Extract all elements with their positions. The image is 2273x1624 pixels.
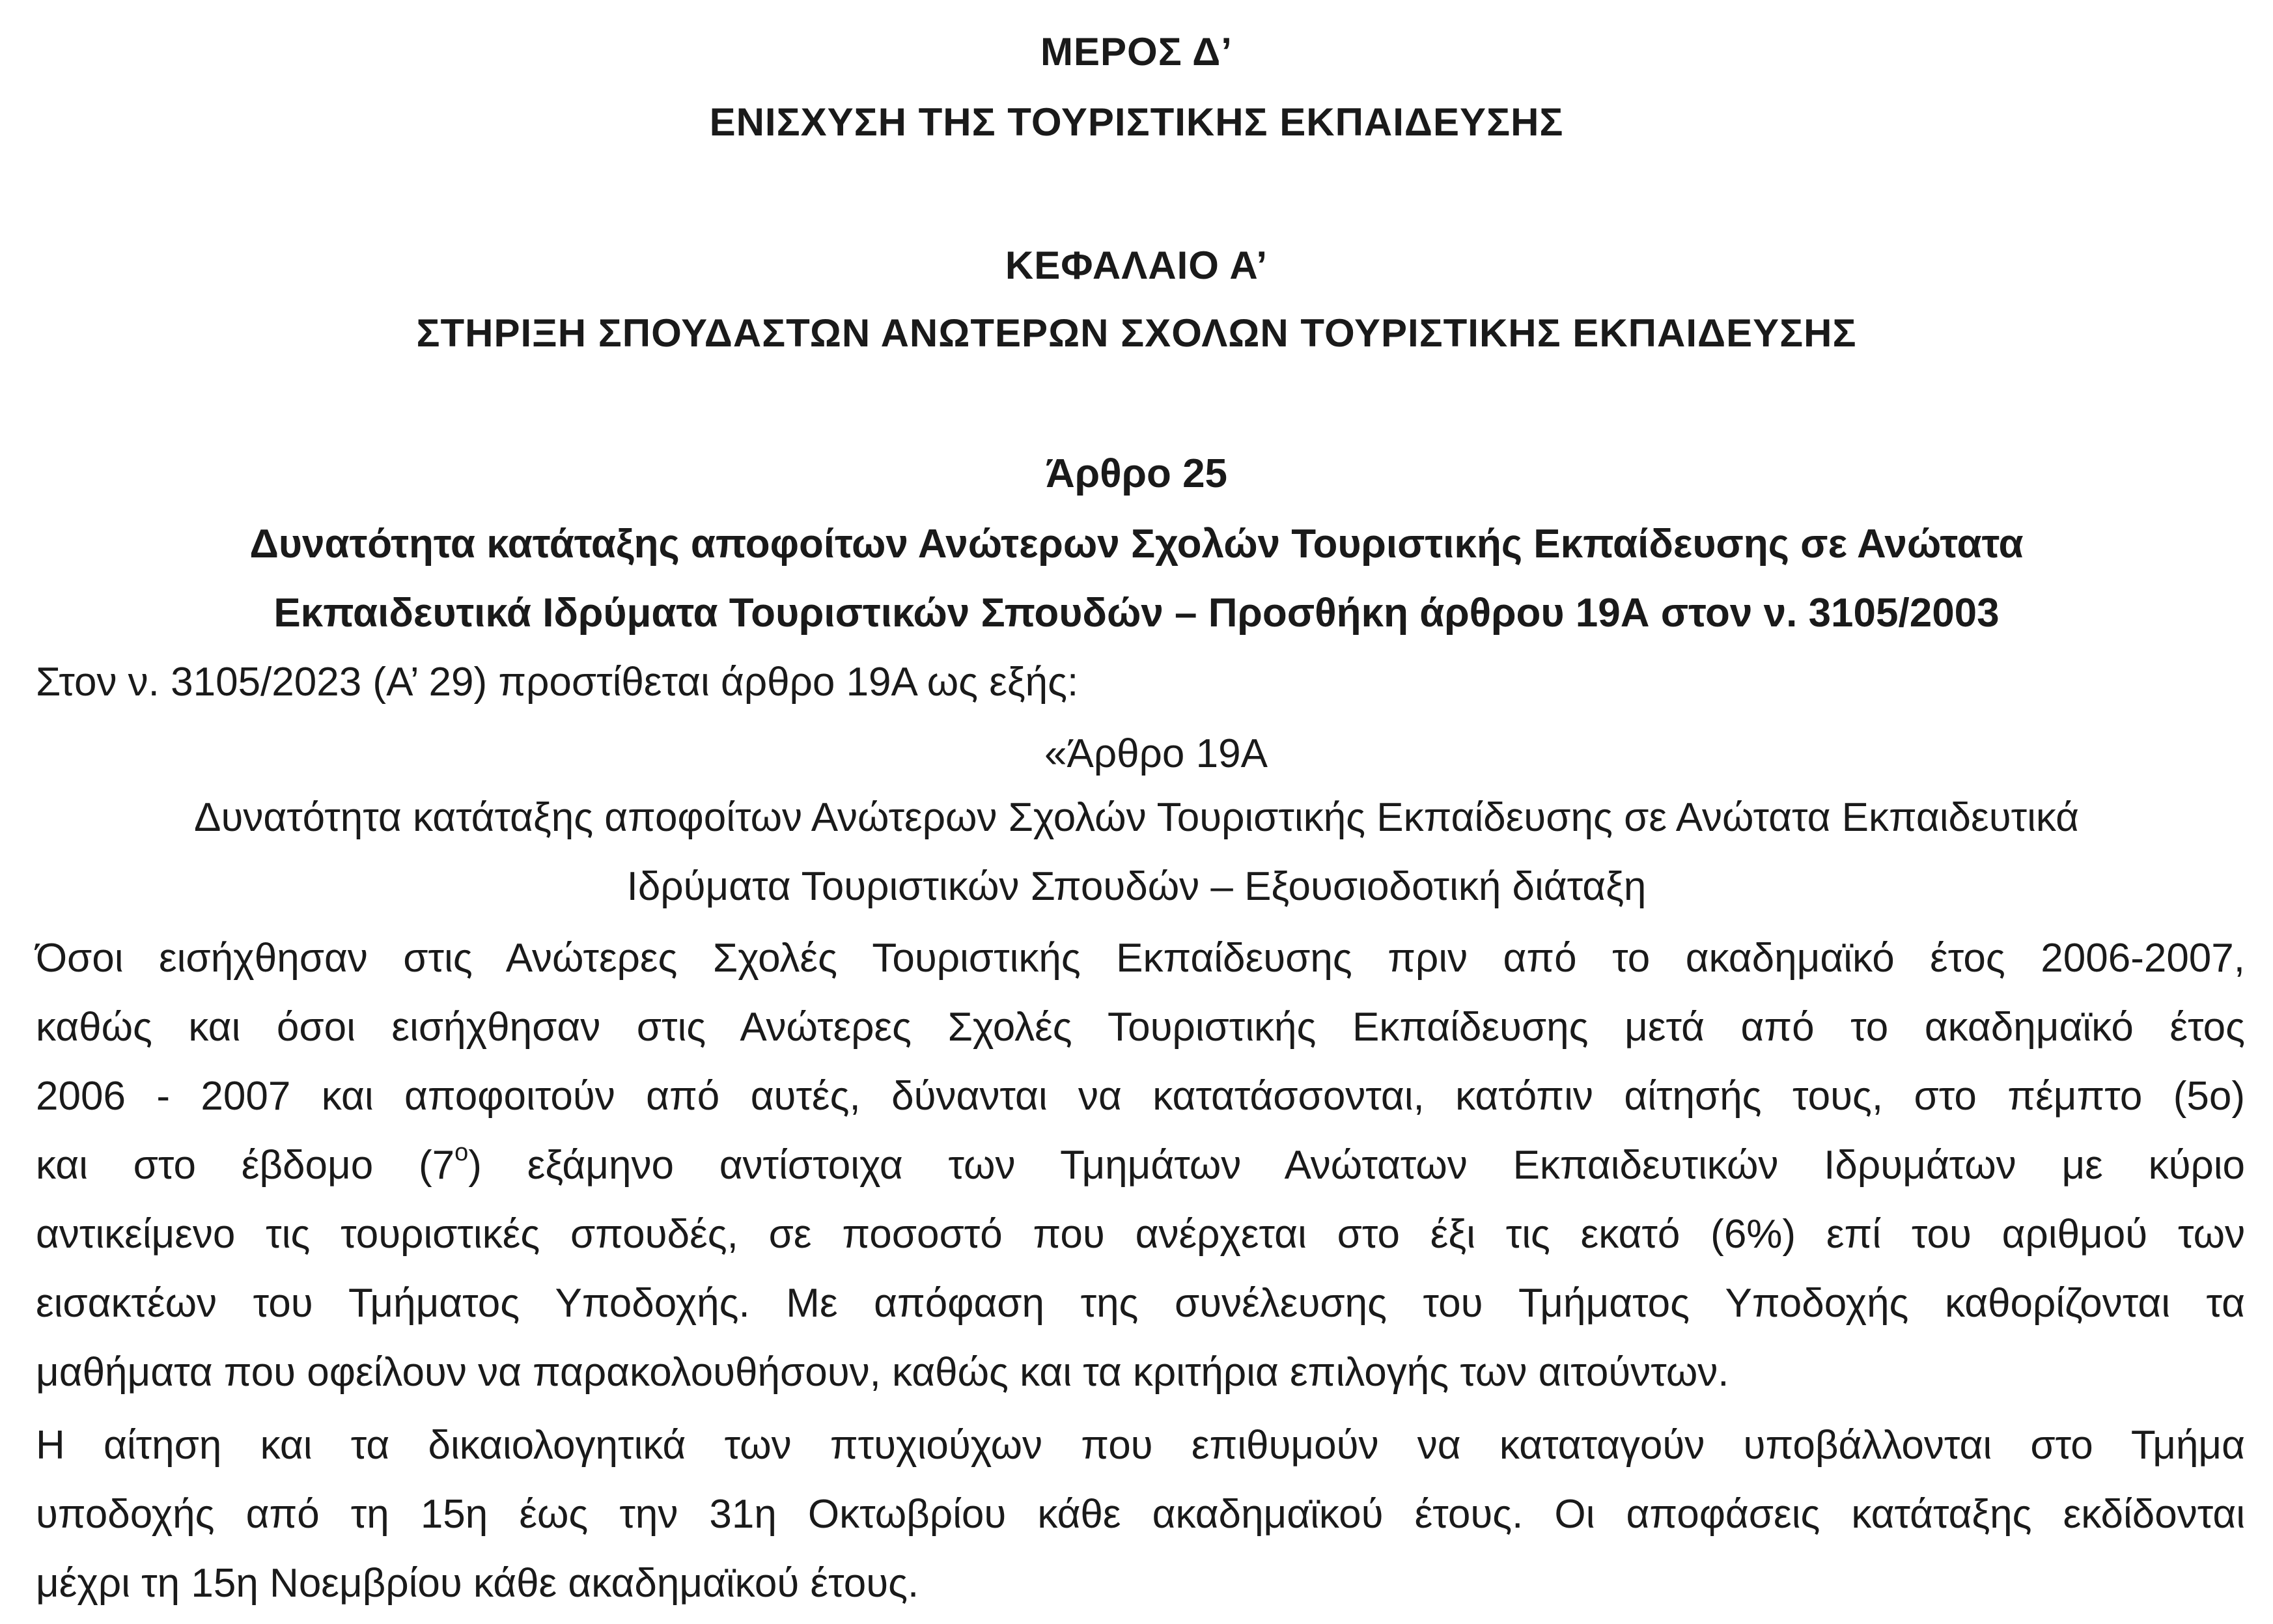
paragraph-1-line-6: εισακτέων του Τμήματος Υποδοχής. Με απόφαση της συνέλευσης του Τμήματος Υποδοχής καθορίζονται τα: [36, 1281, 2245, 1326]
paragraph-1-line-4-after: ) εξάμηνο αντίστοιχα των Τμημάτων Ανώτατων Εκπαιδευτικών Ιδρυμάτων με κύριο: [468, 1143, 2245, 1188]
ordinal-superscript: ο: [454, 1139, 469, 1167]
inserted-article-title-line-2: Ιδρύματα Τουριστικών Σπουδών – Εξουσιοδοτική διάταξη: [626, 864, 1647, 909]
paragraph-2-line-3: μέχρι τη 15η Νοεμβρίου κάθε ακαδημαϊκού έτους.: [36, 1561, 919, 1606]
paragraph-2-line-2: υποδοχής από τη 15η έως την 31η Οκτωβρίου κάθε ακαδημαϊκού έτους. Οι αποφάσεις κατάταξης εκδίδονται: [36, 1492, 2245, 1537]
part-title: ΕΝΙΣΧΥΣΗ ΤΗΣ ΤΟΥΡΙΣΤΙΚΗΣ ΕΚΠΑΙΔΕΥΣΗΣ: [709, 100, 1564, 144]
article-title-line-1: Δυνατότητα κατάταξης αποφοίτων Ανώτερων Σχολών Τουριστικής Εκπαίδευσης σε Ανώτατα: [249, 522, 2024, 567]
paragraph-1-line-4-before: και στο έβδομο (7: [36, 1143, 455, 1188]
inserted-article-title-line-1: Δυνατότητα κατάταξης αποφοίτων Ανώτερων Σχολών Τουριστικής Εκπαίδευσης σε Ανώτατα Εκπαιδευτικά: [194, 795, 2079, 840]
paragraph-1-line-7: μαθήματα που οφείλουν να παρακολουθήσουν, καθώς και τα κριτήρια επιλογής των αιτούντων.: [36, 1350, 1729, 1395]
paragraph-2-line-1: Η αίτηση και τα δικαιολογητικά των πτυχιούχων που επιθυμούν να καταταγούν υποβάλλονται στο Τμήμα: [36, 1423, 2245, 1468]
paragraph-1-line-4: [36, 1140, 2245, 1192]
paragraph-1-line-3: 2006 - 2007 και αποφοιτούν από αυτές, δύνανται να κατατάσσονται, κατόπιν αίτησής τους, στο πέμπτο (5ο): [36, 1074, 2245, 1119]
article-title-line-2: Εκπαιδευτικά Ιδρύματα Τουριστικών Σπουδών – Προσθήκη άρθρου 19Α στον ν. 3105/2003: [273, 591, 2000, 636]
chapter-title: ΣΤΗΡΙΞΗ ΣΠΟΥΔΑΣΤΩΝ ΑΝΩΤΕΡΩΝ ΣΧΟΛΩΝ ΤΟΥΡΙΣΤΙΚΗΣ ΕΚΠΑΙΔΕΥΣΗΣ: [416, 311, 1857, 355]
article-heading: Άρθρο 25: [1045, 451, 1228, 496]
paragraph-1-line-2: καθώς και όσοι εισήχθησαν στις Ανώτερες Σχολές Τουριστικής Εκπαίδευσης μετά από το ακαδημαϊκό έτος: [36, 1005, 2245, 1050]
part-heading: ΜΕΡΟΣ Δ’: [1040, 30, 1233, 74]
inserted-article-heading: «Άρθρο 19Α: [1044, 731, 1268, 776]
paragraph-1-line-1: Όσοι εισήχθησαν στις Ανώτερες Σχολές Τουριστικής Εκπαίδευσης πριν από το ακαδημαϊκό έτος 2006-2007,: [36, 936, 2245, 981]
chapter-heading: ΚΕΦΑΛΑΙΟ Α’: [1005, 244, 1268, 287]
paragraph-1-line-5: αντικείμενο τις τουριστικές σπουδές, σε ποσοστό που ανέρχεται στο έξι τις εκατό (6%) επί του αριθμού των: [36, 1212, 2245, 1257]
intro-line: Στον ν. 3105/2023 (Α’ 29) προστίθεται άρθρο 19Α ως εξής:: [36, 660, 1079, 705]
